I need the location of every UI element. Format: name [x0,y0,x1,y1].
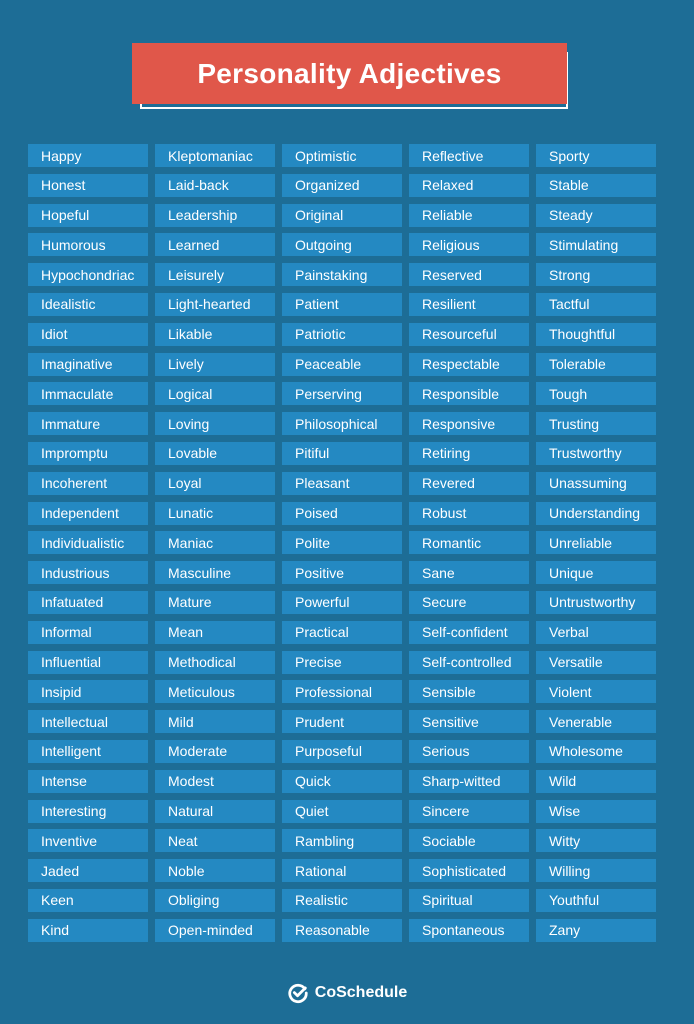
adjective-cell: Pleasant [282,472,402,495]
adjective-cell: Mature [155,591,275,614]
adjective-cell: Strong [536,263,656,286]
adjective-cell: Secure [409,591,529,614]
title-banner [132,43,572,111]
adjective-cell: Neat [155,829,275,852]
adjective-cell: Wild [536,770,656,793]
adjective-cell: Laid-back [155,174,275,197]
adjective-cell: Incoherent [28,472,148,495]
adjective-cell: Professional [282,680,402,703]
adjective-cell: Quick [282,770,402,793]
adjective-cell: Religious [409,233,529,256]
adjective-cell: Sincere [409,800,529,823]
adjective-cell: Obliging [155,889,275,912]
adjective-cell: Reserved [409,263,529,286]
adjective-cell: Maniac [155,531,275,554]
adjectives-grid [28,144,656,949]
adjective-cell: Impromptu [28,442,148,465]
adjective-cell: Stable [536,174,656,197]
adjective-cell: Hopeful [28,204,148,227]
adjective-cell: Methodical [155,651,275,674]
adjective-cell: Loving [155,412,275,435]
adjective-cell: Trusting [536,412,656,435]
adjective-cell: Leisurely [155,263,275,286]
adjective-cell: Sensitive [409,710,529,733]
adjective-cell: Self-confident [409,621,529,644]
adjective-cell: Keen [28,889,148,912]
adjective-cell: Sophisticated [409,859,529,882]
adjective-cell: Tolerable [536,353,656,376]
adjective-cell: Resilient [409,293,529,316]
adjective-cell: Reasonable [282,919,402,942]
adjective-cell: Romantic [409,531,529,554]
adjective-cell: Individualistic [28,531,148,554]
adjective-cell: Rambling [282,829,402,852]
adjective-cell: Light-hearted [155,293,275,316]
adjective-cell: Robust [409,502,529,525]
adjective-column [409,144,529,949]
adjective-cell: Natural [155,800,275,823]
adjective-cell: Trustworthy [536,442,656,465]
adjective-cell: Pitiful [282,442,402,465]
adjective-cell: Zany [536,919,656,942]
adjective-cell: Revered [409,472,529,495]
adjective-cell: Kleptomaniac [155,144,275,167]
adjective-cell: Untrustworthy [536,591,656,614]
adjective-cell: Powerful [282,591,402,614]
adjective-cell: Sporty [536,144,656,167]
adjective-cell: Lunatic [155,502,275,525]
adjective-cell: Positive [282,561,402,584]
adjective-cell: Idiot [28,323,148,346]
adjective-cell: Open-minded [155,919,275,942]
adjective-cell: Independent [28,502,148,525]
adjective-cell: Venerable [536,710,656,733]
adjective-cell: Hypochondriac [28,263,148,286]
adjective-cell: Reflective [409,144,529,167]
adjective-column [155,144,275,949]
adjective-cell: Patient [282,293,402,316]
adjective-cell: Poised [282,502,402,525]
adjective-cell: Original [282,204,402,227]
adjective-cell: Versatile [536,651,656,674]
adjective-cell: Unreliable [536,531,656,554]
adjective-cell: Informal [28,621,148,644]
adjective-cell: Loyal [155,472,275,495]
adjective-cell: Lively [155,353,275,376]
adjective-cell: Humorous [28,233,148,256]
adjective-cell: Realistic [282,889,402,912]
adjective-cell: Painstaking [282,263,402,286]
adjective-cell: Wholesome [536,740,656,763]
adjective-cell: Rational [282,859,402,882]
adjective-cell: Self-controlled [409,651,529,674]
adjective-cell: Perserving [282,382,402,405]
adjective-cell: Violent [536,680,656,703]
adjective-cell: Wise [536,800,656,823]
adjective-cell: Outgoing [282,233,402,256]
adjective-cell: Masculine [155,561,275,584]
adjective-cell: Interesting [28,800,148,823]
adjective-cell: Understanding [536,502,656,525]
adjective-cell: Tactful [536,293,656,316]
adjective-cell: Tough [536,382,656,405]
adjective-cell: Retiring [409,442,529,465]
adjective-cell: Responsive [409,412,529,435]
adjective-cell: Patriotic [282,323,402,346]
adjective-cell: Spiritual [409,889,529,912]
adjective-cell: Happy [28,144,148,167]
adjective-cell: Respectable [409,353,529,376]
adjective-cell: Intense [28,770,148,793]
adjective-cell: Willing [536,859,656,882]
adjective-cell: Lovable [155,442,275,465]
adjective-cell: Polite [282,531,402,554]
adjective-cell: Peaceable [282,353,402,376]
adjective-cell: Relaxed [409,174,529,197]
adjective-cell: Prudent [282,710,402,733]
adjective-cell: Optimistic [282,144,402,167]
adjective-cell: Inventive [28,829,148,852]
adjective-cell: Mean [155,621,275,644]
adjective-column [536,144,656,949]
adjective-column [28,144,148,949]
adjective-cell: Moderate [155,740,275,763]
adjective-cell: Practical [282,621,402,644]
adjective-cell: Sharp-witted [409,770,529,793]
page-title: Personality Adjectives [132,43,567,104]
adjective-cell: Verbal [536,621,656,644]
adjective-cell: Unique [536,561,656,584]
adjective-cell: Witty [536,829,656,852]
adjective-cell: Spontaneous [409,919,529,942]
adjective-cell: Sane [409,561,529,584]
adjective-cell: Influential [28,651,148,674]
adjective-cell: Steady [536,204,656,227]
adjective-cell: Intelligent [28,740,148,763]
adjective-cell: Purposeful [282,740,402,763]
adjective-column [282,144,402,949]
footer [0,979,694,1007]
adjective-cell: Immature [28,412,148,435]
adjective-cell: Likable [155,323,275,346]
adjective-cell: Sociable [409,829,529,852]
adjective-cell: Honest [28,174,148,197]
adjective-cell: Insipid [28,680,148,703]
adjective-cell: Precise [282,651,402,674]
adjective-cell: Unassuming [536,472,656,495]
adjective-cell: Infatuated [28,591,148,614]
brand-name: CoSchedule [314,984,408,1001]
adjective-cell: Industrious [28,561,148,584]
adjective-cell: Stimulating [536,233,656,256]
adjective-cell: Resourceful [409,323,529,346]
adjective-cell: Mild [155,710,275,733]
adjective-cell: Leadership [155,204,275,227]
adjective-cell: Modest [155,770,275,793]
adjective-cell: Kind [28,919,148,942]
adjective-cell: Sensible [409,680,529,703]
adjective-cell: Youthful [536,889,656,912]
adjective-cell: Responsible [409,382,529,405]
adjective-cell: Imaginative [28,353,148,376]
adjective-cell: Meticulous [155,680,275,703]
adjective-cell: Immaculate [28,382,148,405]
adjective-cell: Logical [155,382,275,405]
adjective-cell: Organized [282,174,402,197]
adjective-cell: Quiet [282,800,402,823]
adjective-cell: Jaded [28,859,148,882]
adjective-cell: Thoughtful [536,323,656,346]
adjective-cell: Idealistic [28,293,148,316]
coschedule-check-icon [287,982,309,1004]
adjective-cell: Noble [155,859,275,882]
adjective-cell: Intellectual [28,710,148,733]
adjective-cell: Learned [155,233,275,256]
adjective-cell: Serious [409,740,529,763]
adjective-cell: Reliable [409,204,529,227]
adjective-cell: Philosophical [282,412,402,435]
